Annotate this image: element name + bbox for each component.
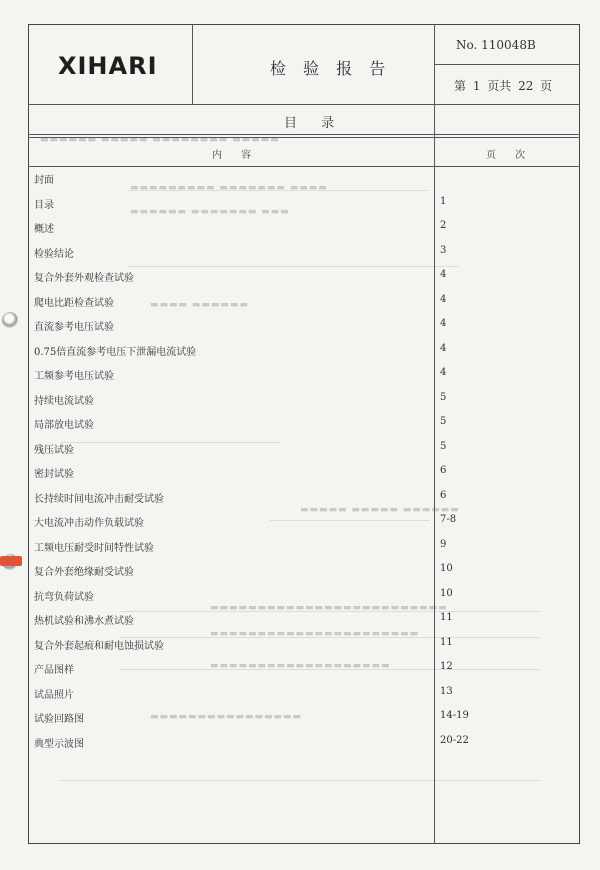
page-column-divider [434, 24, 435, 844]
report-number: No. 110048B [456, 38, 536, 52]
toc-item-label: 长持续时间电流冲击耐受试验 [34, 494, 164, 505]
toc-item-page: 2 [440, 220, 447, 231]
toc-heading-rule-2 [28, 137, 580, 138]
toc-item-page: 5 [440, 392, 447, 403]
toc-item-page: 4 [440, 269, 447, 280]
page-column-header: 页 次 [486, 150, 534, 161]
toc-item-page: 14-19 [440, 710, 469, 721]
toc-item-label: 大电流冲击动作负载试验 [34, 518, 144, 529]
toc-item-page: 12 [440, 661, 453, 672]
toc-item-page: 13 [440, 686, 453, 697]
header-divider [192, 24, 193, 104]
toc-heading: 目 录 [284, 116, 345, 131]
company-logo: XIHARI [58, 52, 158, 80]
toc-item-page: 10 [440, 563, 453, 574]
toc-item-page: 11 [440, 637, 453, 648]
toc-item-label: 产品图样 [34, 665, 74, 676]
toc-item-label: 工频电压耐受时间特性试验 [34, 543, 154, 554]
toc-item-label: 目录 [34, 200, 54, 211]
toc-item-label: 复合外套绝缘耐受试验 [34, 567, 134, 578]
toc-item-label: 持续电流试验 [34, 396, 94, 407]
toc-item-page: 4 [440, 318, 447, 329]
toc-item-page: 5 [440, 441, 447, 452]
toc-item-label: 热机试验和沸水煮试验 [34, 616, 134, 627]
toc-item-page: 7-8 [440, 514, 457, 525]
toc-item-label: 复合外套外观检查试验 [34, 273, 134, 284]
toc-item-page: 4 [440, 367, 447, 378]
toc-item-label: 抗弯负荷试验 [34, 592, 94, 603]
toc-item-label: 直流参考电压试验 [34, 322, 114, 333]
toc-item-label: 试品照片 [34, 690, 74, 701]
toc-item-label: 密封试验 [34, 469, 74, 480]
toc-item-page: 1 [440, 196, 447, 207]
toc-item-label: 工频参考电压试验 [34, 371, 114, 382]
toc-item-label: 爬电比距检查试验 [34, 298, 114, 309]
toc-item-page: 6 [440, 490, 447, 501]
report-title: 检 验 报 告 [270, 59, 392, 78]
toc-item-page: 4 [440, 294, 447, 305]
toc-item-page: 10 [440, 588, 453, 599]
column-header-rule [28, 166, 580, 167]
toc-item-page: 6 [440, 465, 447, 476]
toc-item-page: 4 [440, 343, 447, 354]
toc-item-label: 典型示波图 [34, 739, 84, 750]
toc-item-label: 概述 [34, 224, 54, 235]
header-split [434, 64, 580, 65]
toc-item-label: 残压试验 [34, 445, 74, 456]
toc-item-page: 3 [440, 245, 447, 256]
punch-hole-icon [2, 312, 18, 328]
toc-item-label: 封面 [34, 175, 54, 186]
content-column-header: 内 容 [212, 150, 260, 161]
toc-item-label: 0.75倍直流参考电压下泄漏电流试验 [34, 347, 197, 358]
report-page: ▬▬▬▬▬▬ ▬▬▬▬▬ ▬▬▬▬▬▬▬▬ ▬▬▬▬▬ ▬▬▬▬▬▬▬▬▬ ▬▬▬▬▬▬▬ ▬▬▬▬ ▬▬▬▬▬▬ ▬▬▬▬▬▬▬ ▬▬▬ ▬▬▬▬ ▬▬▬▬▬▬ ▬▬▬▬▬ ▬▬▬▬▬ ▬▬▬▬▬▬ ▬▬▬▬▬▬▬▬▬▬▬▬▬▬▬▬▬▬▬▬▬▬▬▬▬ ▬▬▬▬▬▬▬▬▬▬▬▬▬▬▬▬▬▬▬▬▬▬ ▬▬▬▬▬▬▬▬▬▬▬▬▬▬▬▬▬▬▬ ▬▬▬▬▬▬▬▬▬▬▬▬▬▬▬▬ XIHARI 检 验 报 告 No. 110048B 第 1 页共 22 页 目 录 内 容 页 次 封面 目录 1 概述 2 检验结论 3 复合外套外观检查试验 4 爬电比距检查试验 4 直流参考电压试验 4 0.75倍直流参考电压下泄漏电流试验 4 工频参考电压试验 4 持续电流试验 5 局部放电试验 5 残压试验 5 密封试验 6 长持续时间电流冲击耐受试验 6 大电流冲击动作负载试验 7-8 工频电压耐受时间特性试验 9 复合外套绝缘耐受试验 10 抗弯负荷试验 10 热机试验和沸水煮试验 11 复合外套起痕和耐电蚀损试验 11 产品图样 12 试品照片 13 试验回路图 14-19 典型示波图 20-22 [0, 0, 600, 870]
toc-item-label: 复合外套起痕和耐电蚀损试验 [34, 641, 164, 652]
toc-item-page: 5 [440, 416, 447, 427]
binder-tab [0, 556, 22, 566]
page-count: 第 1 页共 22 页 [454, 79, 553, 93]
toc-item-label: 局部放电试验 [34, 420, 94, 431]
header-bottom-rule [28, 104, 580, 105]
toc-item-page: 11 [440, 612, 453, 623]
toc-item-page: 9 [440, 539, 447, 550]
toc-item-label: 检验结论 [34, 249, 74, 260]
toc-item-label: 试验回路图 [34, 714, 84, 725]
toc-heading-rule [28, 134, 580, 135]
toc-item-page: 20-22 [440, 735, 469, 746]
